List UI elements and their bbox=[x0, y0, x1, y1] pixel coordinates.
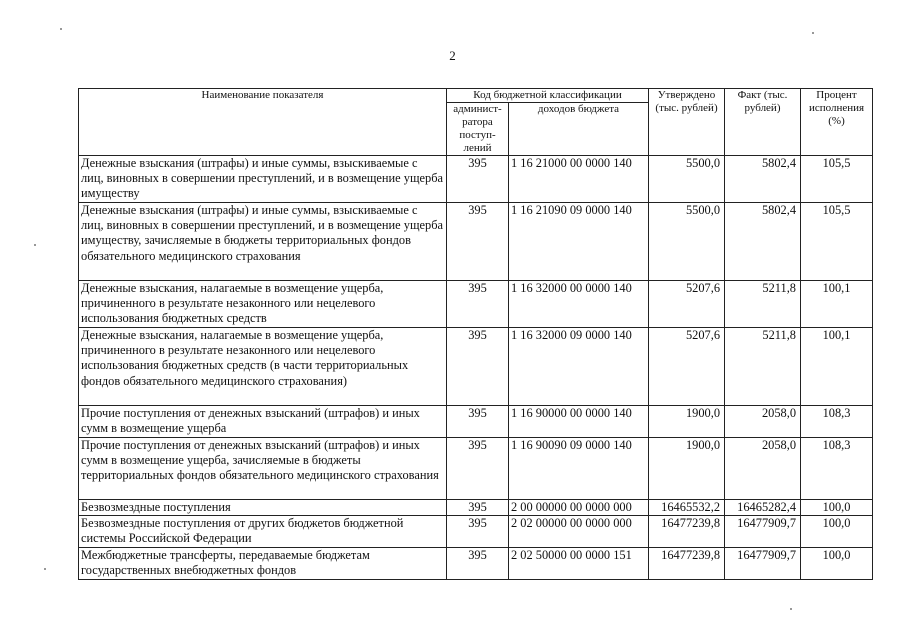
header-actual: Факт (тыс. рублей) bbox=[725, 89, 801, 156]
row-approved-cell: 1900,0 bbox=[649, 438, 725, 500]
row-approved-cell: 5207,6 bbox=[649, 328, 725, 406]
page-number: 2 bbox=[449, 48, 456, 63]
row-percent-cell: 100,0 bbox=[801, 500, 873, 516]
row-percent-cell: 100,1 bbox=[801, 328, 873, 406]
row-income-code-cell: 2 02 50000 00 0000 151 bbox=[509, 548, 649, 580]
row-admin-code-cell: 395 bbox=[447, 516, 509, 548]
row-actual-cell: 2058,0 bbox=[725, 406, 801, 438]
row-name-cell: Денежные взыскания, налагаемые в возмещение ущерба, причиненного в результате незаконного или нецелевого использования бюджетных средств (в части территориальных фондов обязательного медицинского страхования) bbox=[79, 328, 447, 406]
table-row bbox=[79, 406, 873, 438]
row-admin-code-cell: 395 bbox=[447, 438, 509, 500]
row-admin-code-cell: 395 bbox=[447, 548, 509, 580]
row-actual-cell: 5211,8 bbox=[725, 328, 801, 406]
row-admin-code-cell: 395 bbox=[447, 328, 509, 406]
table-row bbox=[79, 548, 873, 580]
scan-speck bbox=[44, 568, 46, 570]
row-percent-cell: 108,3 bbox=[801, 438, 873, 500]
header-percent: Процент исполнения (%) bbox=[801, 89, 873, 156]
row-approved-cell: 16465532,2 bbox=[649, 500, 725, 516]
row-name-cell: Безвозмездные поступления от других бюджетов бюджетной системы Российской Федерации bbox=[79, 516, 447, 548]
row-name-cell: Денежные взыскания (штрафы) и иные суммы, взыскиваемые с лиц, виновных в совершении преступлений, и в возмещение ущерба имуществу bbox=[79, 156, 447, 203]
row-actual-cell: 5802,4 bbox=[725, 203, 801, 281]
row-name-cell: Денежные взыскания, налагаемые в возмещение ущерба, причиненного в результате незаконного или нецелевого использования бюджетных средств bbox=[79, 281, 447, 328]
row-income-code-cell: 1 16 90000 00 0000 140 bbox=[509, 406, 649, 438]
row-name-cell: Безвозмездные поступления bbox=[79, 500, 447, 516]
row-actual-cell: 2058,0 bbox=[725, 438, 801, 500]
row-approved-cell: 1900,0 bbox=[649, 406, 725, 438]
header-approved: Утверждено (тыс. рублей) bbox=[649, 89, 725, 156]
row-actual-cell: 16465282,4 bbox=[725, 500, 801, 516]
row-income-code-cell: 1 16 21000 00 0000 140 bbox=[509, 156, 649, 203]
row-percent-cell: 108,3 bbox=[801, 406, 873, 438]
row-income-code-cell: 1 16 32000 09 0000 140 bbox=[509, 328, 649, 406]
row-percent-cell: 100,0 bbox=[801, 548, 873, 580]
table-body bbox=[79, 156, 873, 580]
header-admin: админист-ратора поступ-лений bbox=[447, 103, 509, 156]
row-admin-code-cell: 395 bbox=[447, 500, 509, 516]
row-approved-cell: 16477239,8 bbox=[649, 548, 725, 580]
row-percent-cell: 105,5 bbox=[801, 156, 873, 203]
table-row bbox=[79, 500, 873, 516]
header-code-group: Код бюджетной классификации bbox=[447, 89, 649, 103]
row-approved-cell: 5500,0 bbox=[649, 156, 725, 203]
table-row bbox=[79, 281, 873, 328]
row-admin-code-cell: 395 bbox=[447, 203, 509, 281]
row-income-code-cell: 2 02 00000 00 0000 000 bbox=[509, 516, 649, 548]
row-admin-code-cell: 395 bbox=[447, 281, 509, 328]
row-income-code-cell: 2 00 00000 00 0000 000 bbox=[509, 500, 649, 516]
scan-speck bbox=[812, 32, 814, 34]
row-income-code-cell: 1 16 32000 00 0000 140 bbox=[509, 281, 649, 328]
row-approved-cell: 16477239,8 bbox=[649, 516, 725, 548]
row-name-cell: Денежные взыскания (штрафы) и иные суммы, взыскиваемые с лиц, виновных в совершении преступлений, и в возмещение ущерба имуществу, зачисляемые в бюджеты территориальных фондов обязательного медицинского страхования bbox=[79, 203, 447, 281]
row-income-code-cell: 1 16 21090 09 0000 140 bbox=[509, 203, 649, 281]
row-name-cell: Прочие поступления от денежных взысканий (штрафов) и иных сумм в возмещение ущерба, зачисляемые в бюджеты территориальных фондов обязательного медицинского страхования bbox=[79, 438, 447, 500]
row-name-cell: Прочие поступления от денежных взысканий (штрафов) и иных сумм в возмещение ущерба bbox=[79, 406, 447, 438]
scan-speck bbox=[790, 608, 792, 610]
header-income: доходов бюджета bbox=[509, 103, 649, 156]
row-actual-cell: 16477909,7 bbox=[725, 548, 801, 580]
table-row bbox=[79, 328, 873, 406]
row-income-code-cell: 1 16 90090 09 0000 140 bbox=[509, 438, 649, 500]
row-admin-code-cell: 395 bbox=[447, 156, 509, 203]
scan-speck bbox=[60, 28, 62, 30]
row-percent-cell: 105,5 bbox=[801, 203, 873, 281]
row-percent-cell: 100,0 bbox=[801, 516, 873, 548]
row-admin-code-cell: 395 bbox=[447, 406, 509, 438]
row-name-cell: Межбюджетные трансферты, передаваемые бюджетам государственных внебюджетных фондов bbox=[79, 548, 447, 580]
row-actual-cell: 16477909,7 bbox=[725, 516, 801, 548]
table-row bbox=[79, 438, 873, 500]
table-row bbox=[79, 156, 873, 203]
table-row bbox=[79, 516, 873, 548]
header-name: Наименование показателя bbox=[79, 89, 447, 156]
row-approved-cell: 5500,0 bbox=[649, 203, 725, 281]
row-actual-cell: 5802,4 bbox=[725, 156, 801, 203]
row-percent-cell: 100,1 bbox=[801, 281, 873, 328]
header-row-1 bbox=[79, 89, 873, 103]
scan-speck bbox=[34, 244, 36, 246]
row-approved-cell: 5207,6 bbox=[649, 281, 725, 328]
table-row bbox=[79, 203, 873, 281]
row-actual-cell: 5211,8 bbox=[725, 281, 801, 328]
budget-table bbox=[78, 88, 873, 580]
